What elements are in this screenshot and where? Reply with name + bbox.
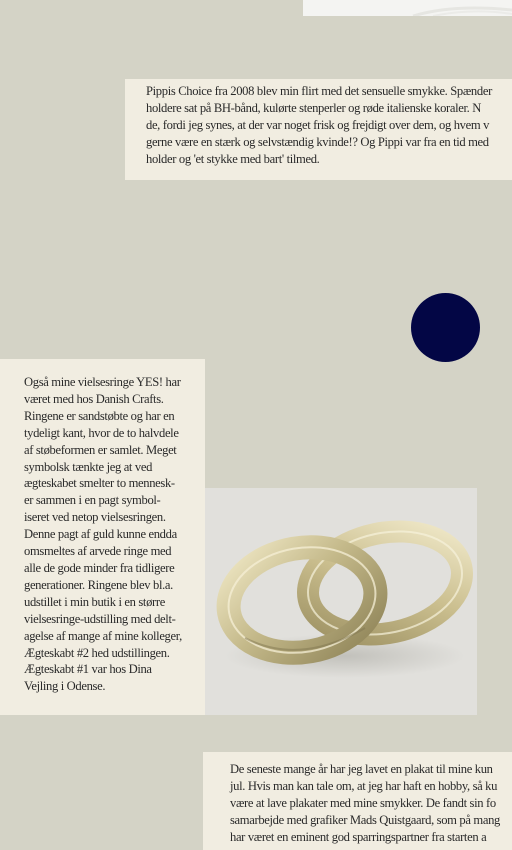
poster-line: være at lave plakater med mine smykker. De fandt sin fo (230, 795, 496, 810)
rings-line: udstillet i min butik i en større (24, 594, 165, 609)
rings-line: ægteskabet smelter to mennesk- (24, 476, 175, 491)
rings-line: er sammen i en pagt symbol- (24, 493, 161, 508)
rings-line: Ægteskabt #2 hed udstillingen. (24, 645, 170, 660)
rings-line: Også mine vielsesringe YES! har (24, 375, 181, 389)
rings-line: Denne pagt af guld kunne endda (24, 527, 177, 542)
pippi-line: Pippis Choice fra 2008 blev min flirt med det sensuelle smykke. Spænder (146, 84, 492, 98)
rings-line: Vejling i Odense. (24, 679, 106, 694)
pippi-line: de, fordi jeg synes, at der var noget frisk og frejdigt over dem, og hvem v (146, 117, 490, 132)
poster-line: De seneste mange år har jeg lavet en plakat til mine kun (230, 762, 493, 776)
rings-line: omsmeltes af arvede ringe med (24, 544, 172, 559)
poster-line: jul. Hvis man kan tale om, at jeg har haft en hobby, så ku (230, 778, 498, 793)
rings-line: generationer. Ringene blev bl.a. (24, 577, 173, 592)
pippi-line: holdere sat på BH-bånd, kulørte stenperler og røde italienske koraler. N (146, 100, 482, 115)
rings-line: tydeligt kant, hvor de to halvdele (24, 425, 179, 440)
wedding-rings-photo (205, 488, 477, 715)
top-image-fragment (303, 0, 512, 16)
navy-dot-decoration (411, 293, 480, 362)
rings-line: været med hos Danish Crafts. (24, 391, 164, 406)
pippi-line: gerne være en stærk og selvstændig kvinde!? Og Pippi var fra en tid med (146, 134, 489, 149)
rings-line: symbolsk tænkte jeg at ved (24, 459, 153, 474)
rings-line: iseret ved netop vielsesringen. (24, 510, 166, 525)
pippi-text-block (125, 79, 512, 180)
wedding-rings-text-block (0, 359, 205, 715)
poster-line: har været en eminent god sparringspartner fra starten a (230, 829, 487, 844)
rings-line: Ægteskabt #1 var hos Dina (24, 662, 152, 677)
rings-line: Ringene er sandstøbte og har en (24, 408, 175, 423)
rings-line: alle de gode minder fra tidligere (24, 560, 175, 575)
rings-line: af støbeformen er samlet. Meget (24, 442, 177, 457)
gold-rings-image (205, 488, 477, 715)
ring-photo-edge (303, 0, 512, 16)
rings-line: vielsesringe-udstilling med delt- (24, 611, 176, 626)
rings-line: agelse af mange af mine kolleger, (24, 628, 182, 643)
poster-text-block (203, 752, 512, 850)
pippi-line: holder og 'et stykke med bart' tilmed. (146, 151, 320, 166)
poster-line: samarbejde med grafiker Mads Quistgaard, som på mang (230, 812, 500, 827)
